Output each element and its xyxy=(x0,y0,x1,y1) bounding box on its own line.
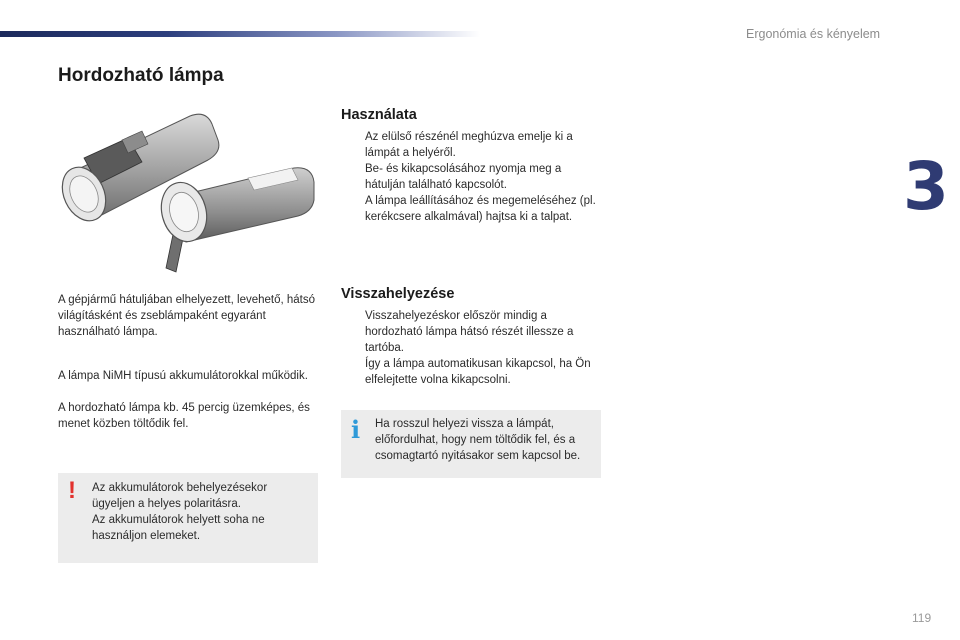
list-item: Az elülső részénél meghúzva emelje ki a lámpát a helyéről. xyxy=(365,131,573,159)
intro-paragraph: A gépjármű hátuljában elhelyezett, levehető, hátsó világításként és zseblámpaként egyaránt használható lámpa. xyxy=(58,294,316,338)
warning-text-1: Az akkumulátorok behelyezésekor ügyeljen a helyes polaritásra. xyxy=(92,482,268,510)
portable-lamp-illustration xyxy=(58,100,318,280)
header-gradient-bar xyxy=(0,31,480,37)
lamp-with-stand-drawing xyxy=(155,168,314,272)
usage-heading: Használata xyxy=(341,107,417,123)
chapter-number: 3 xyxy=(903,148,949,225)
refit-list xyxy=(341,308,603,388)
list-item: Visszahelyezéskor először mindig a hordozható lámpa hátsó részét illessze a tartóba. xyxy=(365,310,574,354)
battery-type-paragraph: A lámpa NiMH típusú akkumulátorokkal működik. xyxy=(58,370,308,382)
refit-heading: Visszahelyezése xyxy=(341,286,455,302)
list-item: Be- és kikapcsolásához nyomja meg a hátulján található kapcsolót. xyxy=(365,163,562,191)
info-icon: i xyxy=(351,415,361,444)
list-item: A lámpa leállításához és megemeléséhez (pl. kerékcsere alkalmával) hajtsa ki a talpat. xyxy=(365,195,596,223)
page-number: 119 xyxy=(912,611,932,625)
chapter-title: Ergonómia és kényelem xyxy=(746,27,881,41)
list-item-continuation: Így a lámpa automatikusan kikapcsol, ha Ön elfelejtette volna kikapcsolni. xyxy=(365,358,591,386)
usage-list xyxy=(341,129,603,225)
info-note xyxy=(341,410,601,478)
warning-note xyxy=(58,473,318,563)
warning-text-2: Az akkumulátorok helyett soha ne használjon elemeket. xyxy=(92,514,265,542)
runtime-paragraph: A hordozható lámpa kb. 45 percig üzemképes, és menet közben töltődik fel. xyxy=(58,402,310,430)
info-text: Ha rosszul helyezi vissza a lámpát, előfordulhat, hogy nem töltődik fel, és a csomagtartó nyitásakor sem kapcsol be. xyxy=(375,418,581,462)
exclamation-icon: ! xyxy=(68,477,76,504)
page-title: Hordozható lámpa xyxy=(58,65,224,86)
